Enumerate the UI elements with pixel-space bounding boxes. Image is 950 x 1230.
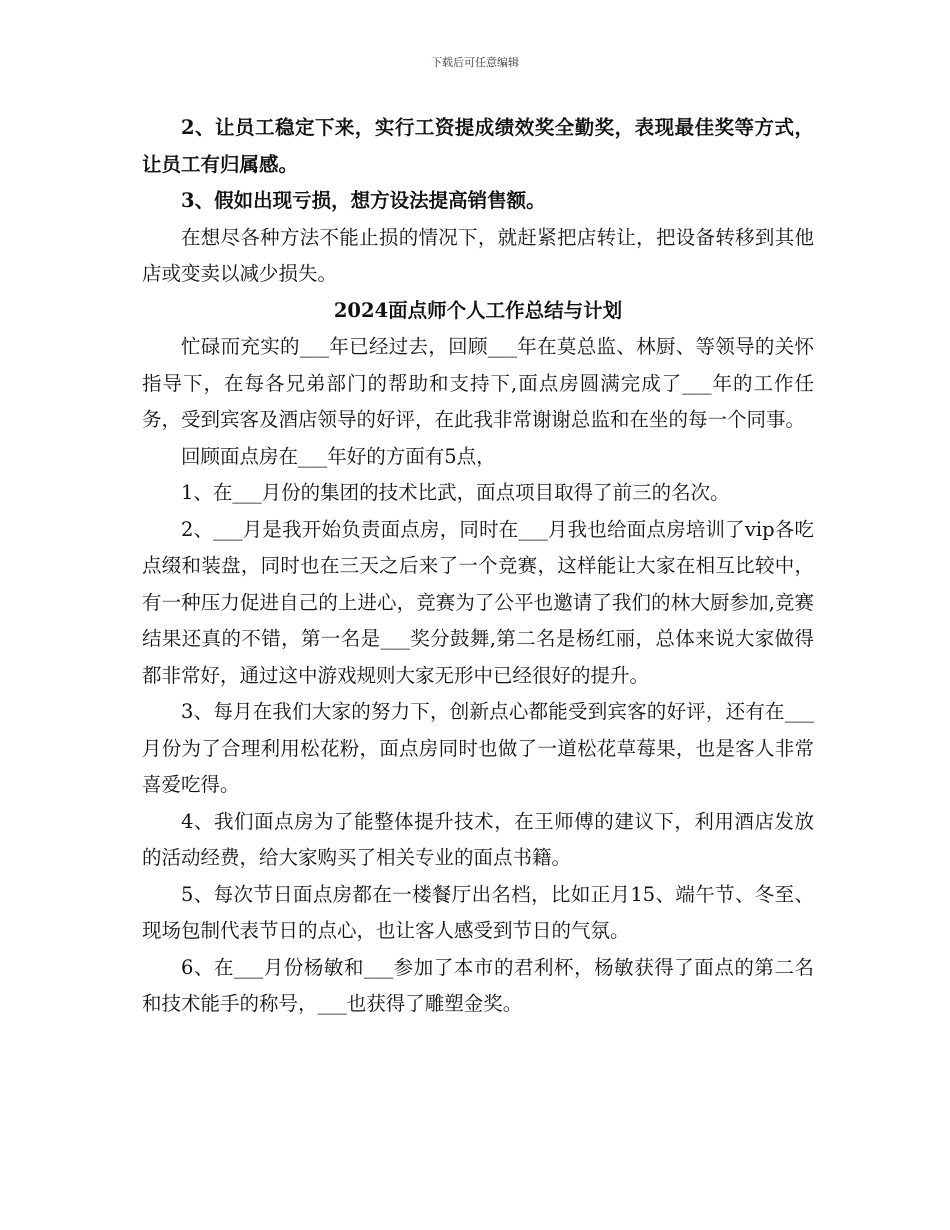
paragraph-item-5: 5、每次节日面点房都在一楼餐厅出名档，比如正月15、端午节、冬至、现场包制代表节日的点心，也让客人感受到节日的气氛。 [142, 882, 814, 942]
paragraph-point-3: 3、假如出现亏损，想方设法提高销售额。 [181, 189, 546, 212]
paragraph-loss-handling: 在想尽各种方法不能止损的情况下，就赶紧把店转让，把设备转移到其他店或变卖以减少损失。 [142, 225, 814, 285]
page-header: 下载后可任意编辑 [431, 56, 519, 69]
paragraph-item-6: 6、在___月份杨敏和___参加了本市的君利杯，杨敏获得了面点的第二名和技术能手的称号，___也获得了雕塑金奖。 [142, 955, 814, 1015]
paragraph-intro: 忙碌而充实的___年已经过去，回顾___年在莫总监、林厨、等领导的关怀指导下，在每各兄弟部门的帮助和支持下,面点房圆满完成了___年的工作任务，受到宾客及酒店领导的好评，在此我非常谢谢总监和在坐的每一个同事。 [142, 335, 814, 431]
paragraph-review-summary: 回顾面点房在___年好的方面有5点， [181, 444, 496, 468]
paragraph-item-3: 3、每月在我们大家的努力下，创新点心都能受到宾客的好评，还有在___月份为了合理利用松花粉，面点房同时也做了一道松花草莓果，也是客人非常喜爱吃得。 [142, 700, 814, 796]
document-body [142, 110, 814, 1023]
section-title: 2024面点师个人工作总结与计划 [333, 298, 623, 322]
paragraph-item-1: 1、在___月份的集团的技术比武，面点项目取得了前三的名次。 [181, 481, 730, 504]
paragraph-point-2: 2、让员工稳定下来，实行工资提成绩效奖全勤奖，表现最佳奖等方式，让员工有归属感。 [142, 116, 814, 176]
paragraph-item-4: 4、我们面点房为了能整体提升技术，在王师傅的建议下，利用酒店发放的活动经费，给大家购买了相关专业的面点书籍。 [142, 809, 814, 869]
paragraph-item-2: 2、___月是我开始负责面点房，同时在___月我也给面点房培训了vip各吃点缀和装盘，同时也在三天之后来了一个竞赛，这样能让大家在相互比较中，有一种压力促进自己的上进心，竞赛为了公平也邀请了我们的林大厨参加,竞赛结果还真的不错，第一名是___奖分鼓舞,第二名是杨红丽，总体来说大家做得都非常好，通过这中游戏规则大家无形中已经很好的提升。 [142, 517, 814, 687]
